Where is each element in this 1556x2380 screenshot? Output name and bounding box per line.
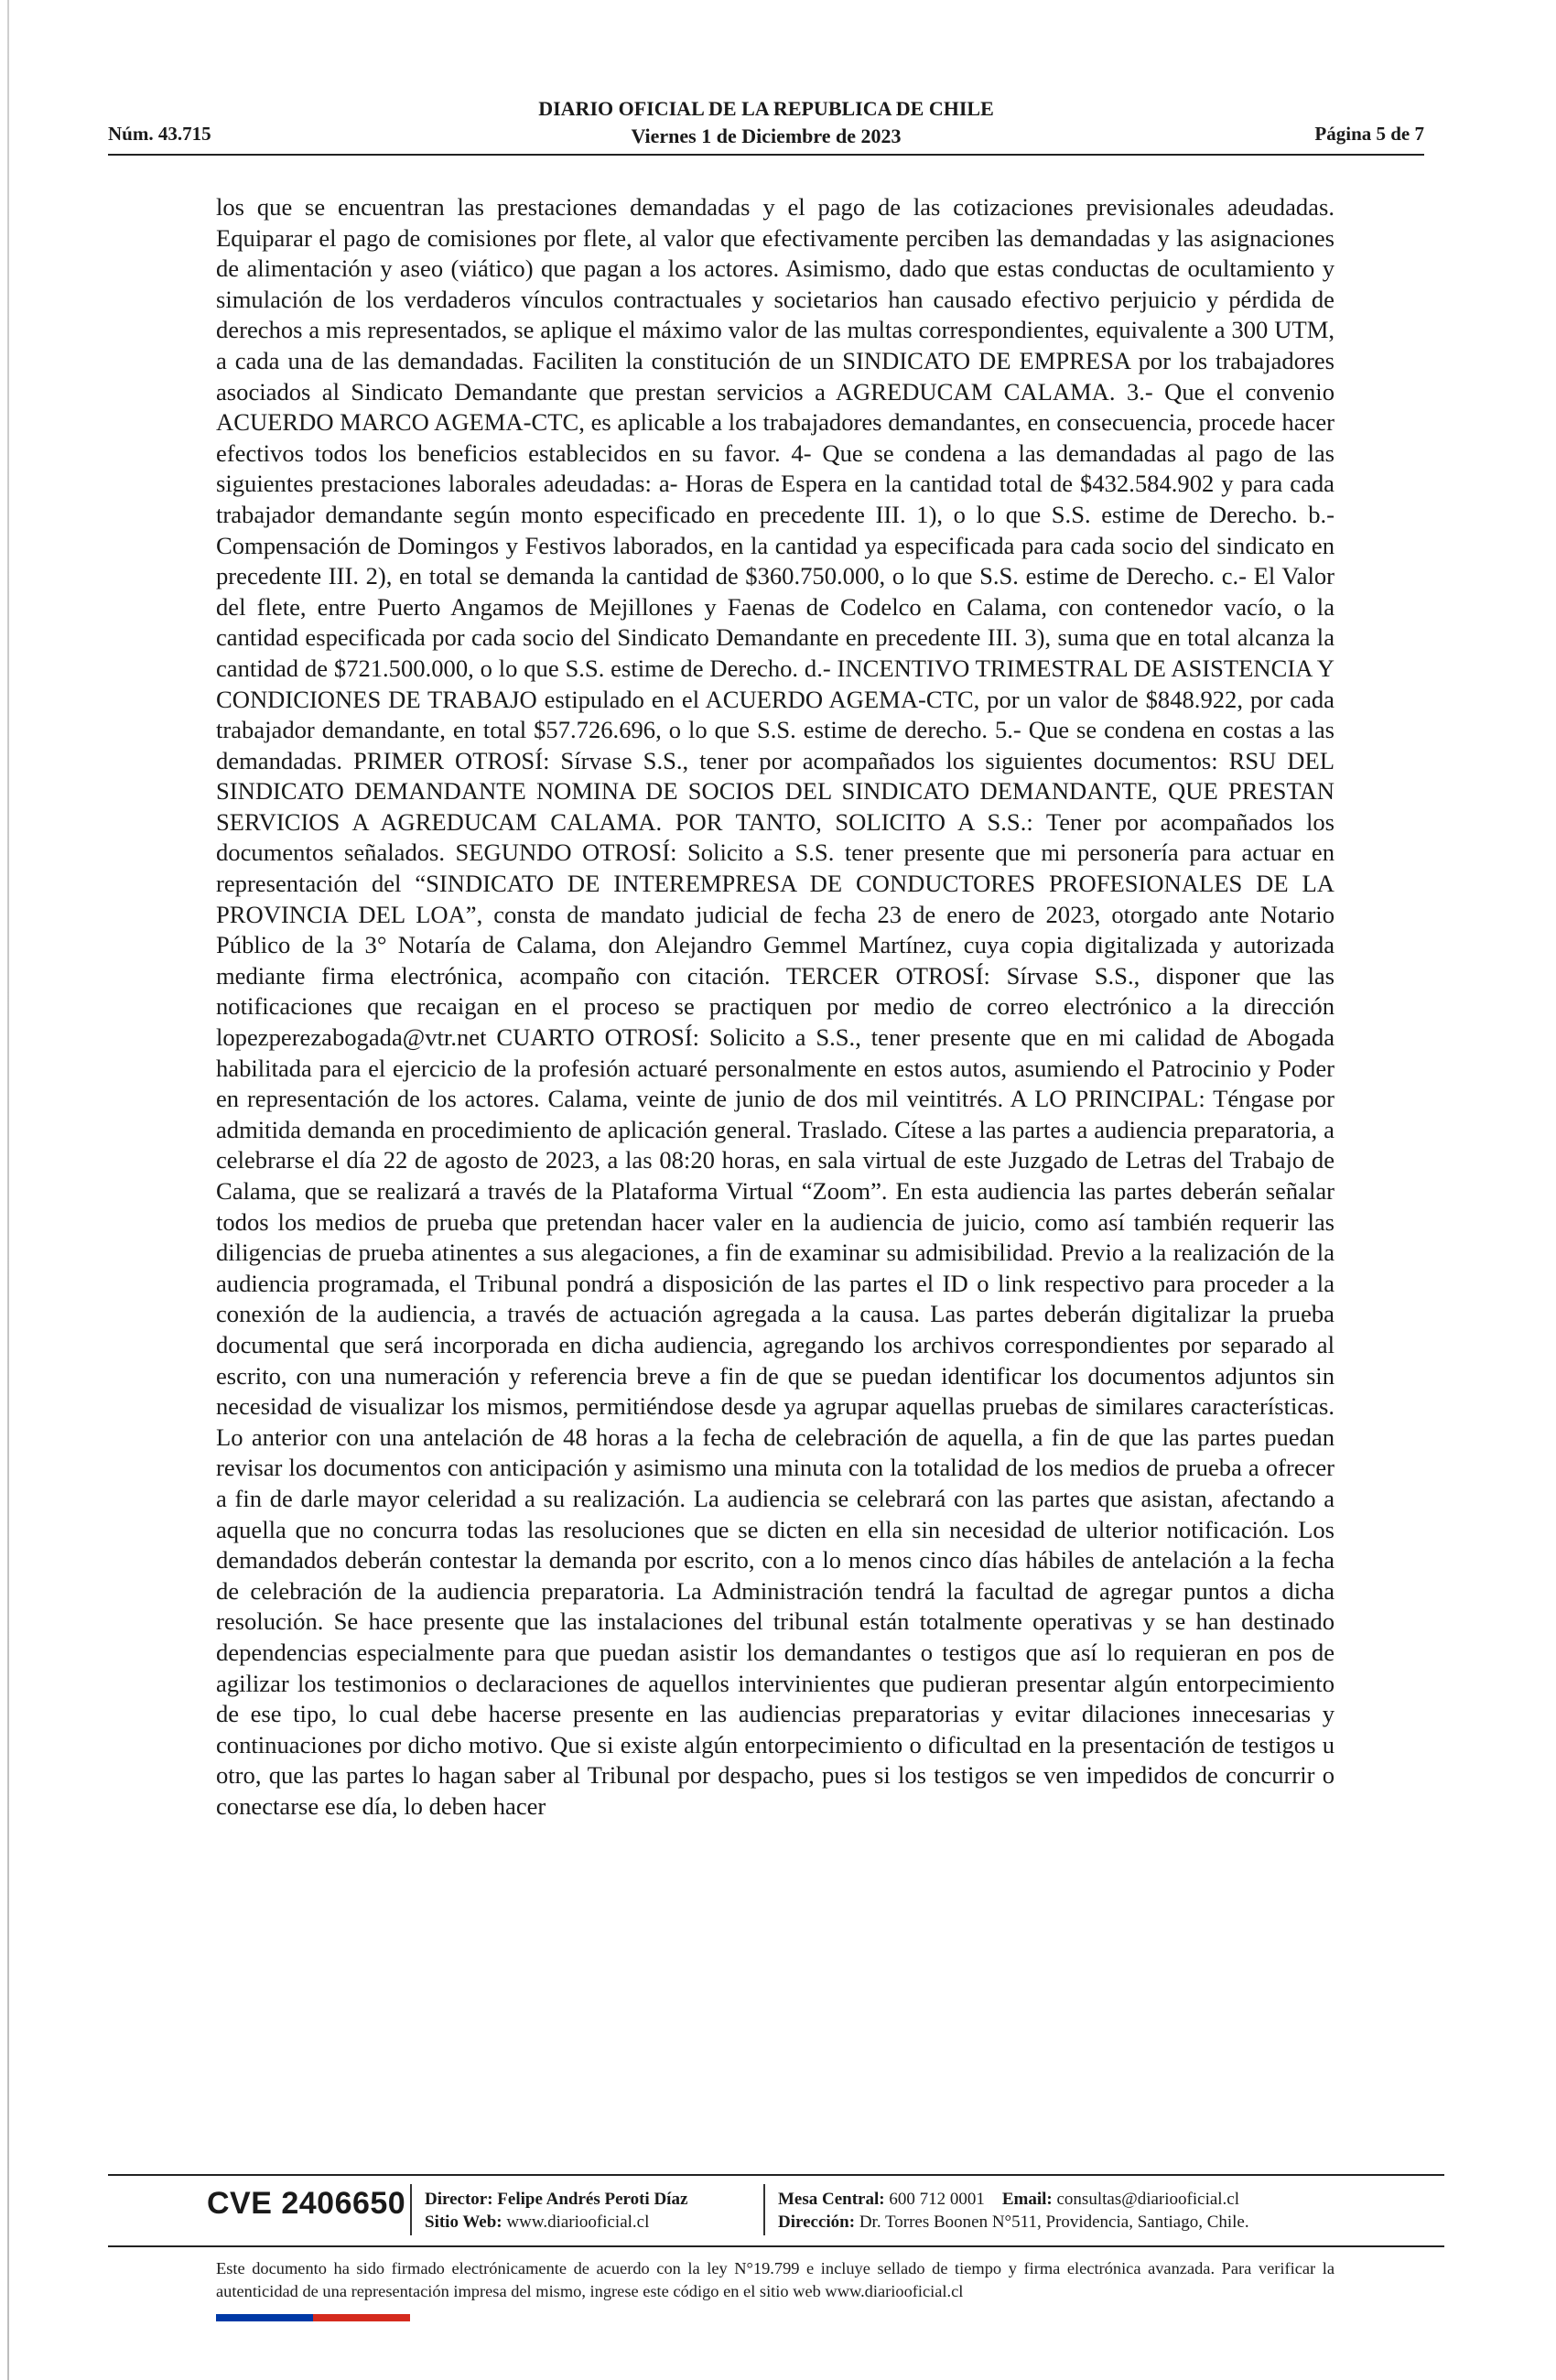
- email-link[interactable]: consultas@diariooficial.cl: [1056, 2190, 1240, 2209]
- footer-divider-top: [108, 2174, 1444, 2176]
- phone-number: 600 712 0001: [889, 2190, 985, 2209]
- cve-code: CVE 2406650: [207, 2186, 406, 2221]
- page-edge: [7, 0, 9, 2380]
- chile-flag-stripe: [216, 2314, 410, 2321]
- page-header: [108, 92, 1424, 156]
- email-label: Email:: [1001, 2190, 1053, 2209]
- flag-blue-stripe: [216, 2314, 313, 2321]
- publication-title: DIARIO OFICIAL DE LA REPUBLICA DE CHILE: [538, 97, 994, 120]
- body-paragraph: los que se encuentran las prestaciones demandadas y el pago de las cotizaciones previsionales adeudadas. Equiparar el pago de comisiones por flete, al valor que efectivamente perciben las demandadas y las asignaciones de alimentación y aseo (viático) que pagan a los actores. Asimismo, dado que estas conductas de ocultamiento y simulación de los verdaderos vínculos contractuales y societarios han causado efectivo perjuicio y pérdida de derechos a mis representados, se aplique el máximo valor de las multas correspondientes, equivalente a 300 UTM, a cada una de las demandadas. Faciliten la constitución de un SINDICATO DE EMPRESA por los trabajadores asociados al Sindicato Demandante que prestan servicios a AGREDUCAM CALAMA. 3.- Que el convenio ACUERDO MARCO AGEMA-CTC, es aplicable a los trabajadores demandantes, en consecuencia, procede hacer efectivos todos los beneficios establecidos en su favor. 4- Que se condena a las demandadas al pago de las siguientes prestaciones laborales adeudadas: a- Horas de Espera en la cantidad total de $432.584.902 y para cada trabajador demandante según monto especificado en precedente III. 1), o lo que S.S. estime de Derecho. b.- Compensación de Domingos y Festivos laborados, en la cantidad ya especificada para cada socio del sindicato en precedente III. 2), en total se demanda la cantidad de $360.750.000, o lo que S.S. estime de Derecho. c.- El Valor del flete, entre Puerto Angamos de Mejillones y Faenas de Codelco en Calama, con contenedor vacío, o la cantidad especificada por cada socio del Sindicato Demandante en precedente III. 3), suma que en total alcanza la cantidad de $721.500.000, o lo que S.S. estime de Derecho. d.- INCENTIVO TRIMESTRAL DE ASISTENCIA Y CONDICIONES DE TRABAJO estipulado en el ACUERDO AGEMA-CTC, por un valor de $848.922, por cada trabajador demandante, en total $57.726.696, o lo que S.S. estime de derecho. 5.- Que se condena en costas a las demandadas. PRIMER OTROSÍ: Sírvase S.S., tener por acompañados los siguientes documentos: RSU DEL SINDICATO DEMANDANTE NOMINA DE SOCIOS DEL SINDICATO DEMANDANTE, QUE PRESTAN SERVICIOS A AGREDUCAM CALAMA. POR TANTO, SOLICITO A S.S.: Tener por acompañados los documentos señalados. SEGUNDO OTROSÍ: Solicito a S.S. tener presente que mi personería para actuar en representación del “SINDICATO DE INTEREMPRESA DE CONDUCTORES PROFESIONALES DE LA PROVINCIA DEL LOA”, consta de mandato judicial de fecha 23 de enero de 2023, otorgado ante Notario Público de la 3° Notaría de Calama, don Alejandro Gemmel Martínez, cuya copia digitalizada y autorizada mediante firma electrónica, acompaño con citación. TERCER OTROSÍ: Sírvase S.S., disponer que las notificaciones que recaigan en el proceso se practiquen por medio de correo electrónico a la dirección lopezperezabogada@vtr.net CUARTO OTROSÍ: Solicito a S.S., tener presente que en mi calidad de Abogada habilitada para el ejercicio de la profesión actuaré personalmente en estos autos, asumiendo el Patrocinio y Poder en representación de los actores. Calama, veinte de junio de dos mil veintitrés. A LO PRINCIPAL: Téngase por admitida demanda en procedimiento de aplicación general. Traslado. Cítese a las partes a audiencia preparatoria, a celebrarse el día 22 de agosto de 2023, a las 08:20 horas, en sala virtual de este Juzgado de Letras del Trabajo de Calama, que se realizará a través de la Plataforma Virtual “Zoom”. En esta audiencia las partes deberán señalar todos los medios de prueba que pretendan hacer valer en la audiencia de juicio, como así también requerir las diligencias de prueba atinentes a sus alegaciones, a fin de examinar su admisibilidad. Previo a la realización de la audiencia programada, el Tribunal pondrá a disposición de las partes el ID o link respectivo para proceder a la conexión de la audiencia, a través de actuación agregada a la causa. Las partes deberán digitalizar la prueba documental que será incorporada en dicha audiencia, agregando los archivos correspondientes por separado al escrito, con una numeración y referencia breve a fin de que se puedan identificar los documentos adjuntos sin necesidad de visualizar los mismos, permitiéndose desde ya agrupar aquellas pruebas de similares características. Lo anterior con una antelación de 48 horas a la fecha de celebración de aquella, a fin de que las partes puedan revisar los documentos con anticipación y asimismo una minuta con la totalidad de los medios de prueba a ofrecer a fin de darle mayor celeridad a su realización. La audiencia se celebrará con las partes que asistan, afectando a aquella que no concurra todas las resoluciones que se dicten en ella sin necesidad de ulterior notificación. Los demandados deberán contestar la demanda por escrito, con a lo menos cinco días hábiles de antelación a la fecha de celebración de la audiencia preparatoria. La Administración tendrá la facultad de agregar puntos a dicha resolución. Se hace presente que las instalaciones del tribunal están totalmente operativas y se han destinado dependencias especialmente para que puedan asistir los demandantes o testigos que así lo requieran en pos de agilizar los testimonios o declaraciones de aquellos intervinientes que pudieran presentar algún entorpecimiento de ese tipo, lo cual debe hacerse presente en las audiencias preparatorias y evitar dilaciones innecesarias y continuaciones por dicho motivo. Que si existe algún entorpecimiento o dificultad en la presentación de testigos u otro, que las partes lo hagan saber al Tribunal por despacho, pues si los testigos se ven impedidos de concurrir o conectarse ese día, lo deben hacer: [216, 193, 1334, 1820]
- address-label: Dirección:: [778, 2212, 856, 2232]
- director-label: Director:: [425, 2190, 493, 2209]
- phone-label: Mesa Central:: [778, 2190, 885, 2209]
- flag-red-stripe: [313, 2314, 410, 2321]
- address-value: Dr. Torres Boonen N°511, Providencia, Santiago, Chile.: [859, 2212, 1249, 2232]
- website-link[interactable]: www.diariooficial.cl: [506, 2212, 650, 2232]
- issue-number: Núm. 43.715: [108, 123, 211, 145]
- footer-director-block: [425, 2188, 687, 2234]
- publication-date: Viernes 1 de Diciembre de 2023: [631, 124, 902, 147]
- page-number: Página 5 de 7: [1314, 123, 1424, 145]
- footer-divider-bottom: [108, 2245, 1444, 2247]
- director-name: Felipe Andrés Peroti Díaz: [497, 2190, 688, 2209]
- website-label: Sitio Web:: [425, 2212, 502, 2232]
- publication-masthead: [108, 95, 1424, 150]
- footer-separator: [763, 2184, 765, 2235]
- signature-note: Este documento ha sido firmado electrónicamente de acuerdo con la ley N°19.799 e incluye sellado de tiempo y firma electrónica avanzada. Para verificar la autenticidad de una representación impresa del mismo, ingrese este código en el sitio web www.diariooficial.cl: [216, 2259, 1334, 2300]
- footer-separator: [410, 2184, 412, 2235]
- footer-contact-block: [778, 2188, 1249, 2234]
- header-divider: [108, 154, 1424, 156]
